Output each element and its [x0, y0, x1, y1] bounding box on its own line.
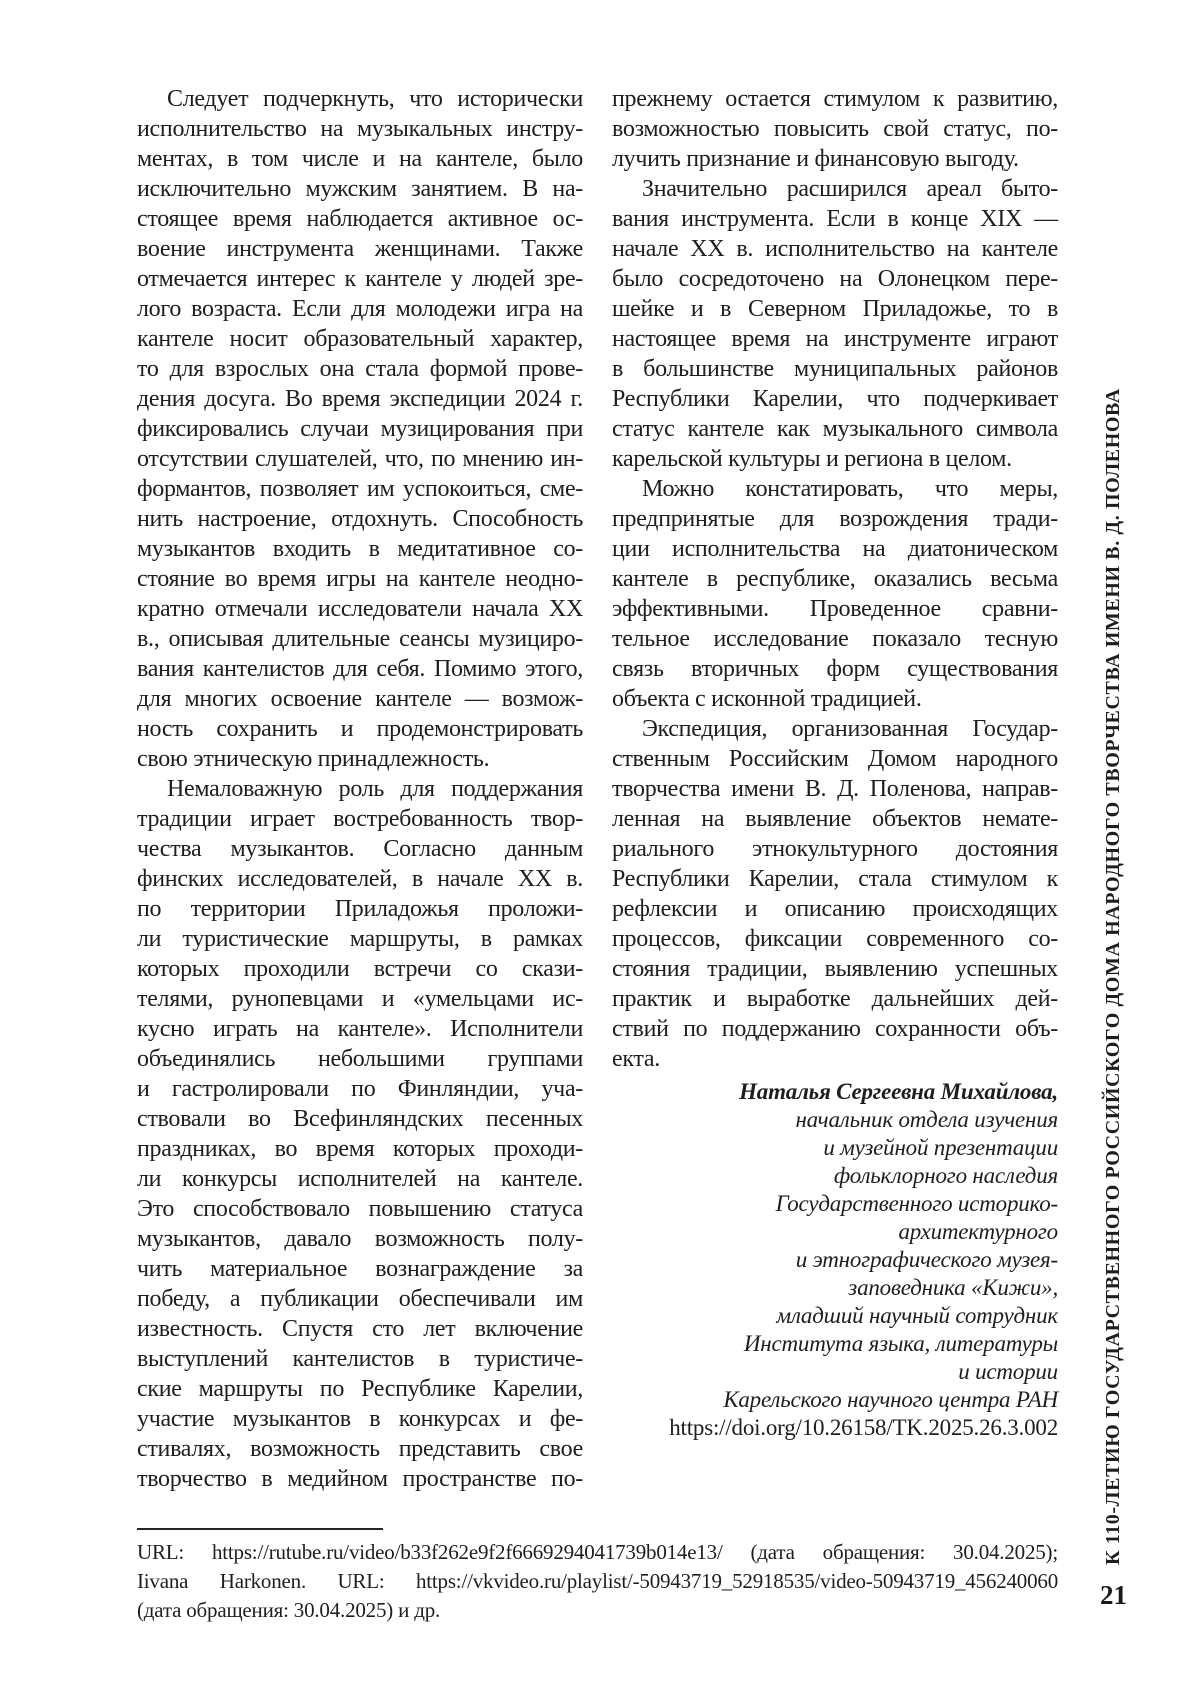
text-line: Немаловажную роль для поддержания [167, 776, 583, 802]
text-line: формантов, позволяет им успокоиться, сме- [137, 476, 583, 502]
text-line: риального этнокультурного достояния [612, 836, 1058, 862]
text-line: кантеле в республике, оказались весьма [612, 566, 1058, 592]
text-line: Iivana Harkonen. URL: https://vkvideo.ru/playlist/-50943719_52918535/video-50943719_456240060 [137, 1569, 1058, 1593]
text-line: чить материальное вознаграждение за [137, 1256, 583, 1282]
text-line: кусно играть на кантеле». Исполнители [137, 1016, 583, 1042]
text-line: начале XX в. исполнительство на кантеле [612, 236, 1058, 262]
text-line: Значительно расширился ареал быто- [642, 176, 1058, 202]
text-line: ность сохранить и продемонстрировать [137, 716, 583, 742]
page-number: 21 [1100, 1580, 1127, 1610]
text-line: было сосредоточено на Олонецком пере- [612, 266, 1058, 292]
paragraph [612, 714, 1058, 1074]
text-line: музыкантов входить в медитативное со- [137, 536, 583, 562]
text-line: Карельского научного центра РАН [723, 1387, 1058, 1412]
text-line: Экспедиция, организованная Государ- [642, 716, 1058, 742]
text-line: творчество в медийном пространстве по- [137, 1466, 583, 1492]
text-line: кратно отмечали исследователи начала XX [137, 596, 583, 622]
text-line: ленная на выявление объектов немате- [612, 806, 1058, 832]
text-line: воение инструмента женщинами. Также [137, 236, 583, 262]
text-line: кантеле носит образовательный характер, [137, 326, 583, 352]
text-line: карельской культуры и региона в целом. [612, 446, 1012, 472]
text-line: ствий по поддержанию сохранности объ- [612, 1016, 1058, 1042]
footnote-block [137, 1538, 1058, 1625]
text-line: участие музыкантов в конкурсах и фе- [137, 1406, 583, 1432]
text-line: исполнительство на музыкальных инстру- [137, 116, 583, 142]
text-line: лучить признание и финансовую выгоду. [612, 146, 1019, 172]
text-line: шейке и в Северном Приладожье, то в [612, 296, 1058, 322]
text-line: объекта с исконной традицией. [612, 686, 922, 712]
text-line: отсутствии слушателей, что, по мнению ин- [137, 446, 583, 472]
text-line: стояние во время игры на кантеле неодно- [137, 566, 583, 592]
text-line: процессов, фиксации современного со- [612, 926, 1058, 952]
text-line: и гастролировали по Финляндии, уча- [137, 1076, 583, 1102]
text-line: лого возраста. Если для молодежи игра на [137, 296, 583, 322]
text-line: которых проходили встречи со скази- [137, 956, 583, 982]
text-line: ли конкурсы исполнителей на кантеле. [137, 1166, 583, 1192]
text-line: связь вторичных форм существования [612, 656, 1058, 682]
text-line: эффективными. Проведенное сравни- [612, 596, 1058, 622]
paragraph [612, 84, 1058, 174]
text-line: (дата обращения: 30.04.2025) и др. [137, 1598, 441, 1622]
text-line: https://doi.org/10.26158/TK.2025.26.3.002 [669, 1415, 1058, 1440]
paragraph [612, 174, 1058, 474]
text-line: отмечается интерес к кантеле у людей зре- [137, 266, 583, 292]
text-line: и этнографического музея- [795, 1247, 1058, 1272]
text-line: вания инструмента. Если в конце XIX — [612, 206, 1058, 232]
text-line: чества музыкантов. Согласно данным [137, 836, 583, 862]
text-line: в большинстве муниципальных районов [612, 356, 1058, 382]
text-line: архитектурного [898, 1219, 1058, 1244]
text-line: начальник отдела изучения [795, 1107, 1058, 1132]
text-line: праздниках, во время которых проходи- [137, 1136, 583, 1162]
text-line: Республики Карелии, стала стимулом к [612, 866, 1058, 892]
text-line: ствовали во Всефинляндских песенных [137, 1106, 583, 1132]
sidebar-running-title: К 110-ЛЕТИЮ ГОСУДАРСТВЕННОГО РОССИЙСКОГО ДОМА НАРОДНОГО ТВОРЧЕСТВА ИМЕНИ В. Д. ПОЛЕНОВА [1102, 388, 1124, 1565]
text-line: творчества имени В. Д. Поленова, направ- [612, 776, 1058, 802]
text-line: возможностью повысить свой статус, по- [612, 116, 1058, 142]
text-line: объединялись небольшими группами [137, 1046, 583, 1072]
text-line: ственным Российским Домом народного [612, 746, 1058, 772]
text-line: традиции играет востребованность твор- [137, 806, 583, 832]
text-line: по территории Приладожья проложи- [137, 896, 583, 922]
text-line: практик и выработке дальнейших дей- [612, 986, 1058, 1012]
text-line: Это способствовало повышению статуса [137, 1196, 583, 1222]
text-line: известность. Спустя сто лет включение [137, 1316, 583, 1342]
text-line: и истории [958, 1359, 1058, 1384]
text-line: фиксировались случаи музицирования при [137, 416, 583, 442]
text-line: победу, а публикации обеспечивали им [137, 1286, 583, 1312]
text-line: стивалях, возможность представить свое [137, 1436, 583, 1462]
text-column-left [137, 84, 583, 1494]
author-signature-block [612, 1078, 1058, 1442]
text-line: вания кантелистов для себя. Помимо этого, [137, 656, 583, 682]
text-line: Государственного историко- [775, 1191, 1058, 1216]
text-line: статус кантеле как музыкального символа [612, 416, 1058, 442]
text-line: настоящее время на инструменте играют [612, 326, 1058, 352]
text-line: и музейной презентации [823, 1135, 1058, 1160]
text-line: прежнему остается стимулом к развитию, [612, 86, 1058, 112]
paragraph [137, 1538, 1058, 1625]
text-line: URL: https://rutube.ru/video/b33f262e9f2f6669294041739b014e13/ (дата обращения: 30.04.2025); [137, 1540, 1058, 1564]
text-line: финских исследователей, в начале XX в. [137, 866, 583, 892]
text-line: тельное исследование показало тесную [612, 626, 1058, 652]
text-line: дения досуга. Во время экспедиции 2024 г. [137, 386, 583, 412]
text-line: Можно констатировать, что меры, [642, 476, 1058, 502]
text-line: екта. [612, 1046, 660, 1072]
footnote-separator-rule [137, 1528, 383, 1530]
text-line: Наталья Сергеевна Михайлова, [739, 1079, 1058, 1104]
text-line: исключительно мужским занятием. В на- [137, 176, 583, 202]
text-line: Следует подчеркнуть, что исторически [167, 86, 583, 112]
text-line: свою этническую принадлежность. [137, 746, 490, 772]
text-line: то для взрослых она стала формой прове- [137, 356, 583, 382]
text-line: музыкантов, давало возможность полу- [137, 1226, 583, 1252]
text-line: предпринятые для возрождения тради- [612, 506, 1058, 532]
text-line: стояния традиции, выявлению успешных [612, 956, 1058, 982]
text-line: для многих освоение кантеле — возмож- [137, 686, 583, 712]
text-column-right [612, 84, 1058, 1074]
text-line: фольклорного наследия [833, 1163, 1058, 1188]
text-line: стоящее время наблюдается активное ос- [137, 206, 583, 232]
paragraph [612, 474, 1058, 714]
text-line: ли туристические маршруты, в рамках [137, 926, 583, 952]
text-line: выступлений кантелистов в туристиче- [137, 1346, 583, 1372]
text-line: телями, рунопевцами и «умельцами ис- [137, 986, 583, 1012]
text-line: в., описывая длительные сеансы музициро- [137, 626, 583, 652]
text-line: ские маршруты по Республике Карелии, [137, 1376, 583, 1402]
text-line: нить настроение, отдохнуть. Способность [137, 506, 583, 532]
text-line: Института языка, литературы [743, 1331, 1058, 1356]
text-line: рефлексии и описанию происходящих [612, 896, 1058, 922]
text-line: заповедника «Кижи», [848, 1275, 1058, 1300]
text-line: ции исполнительства на диатоническом [612, 536, 1058, 562]
paragraph [137, 84, 583, 774]
text-line: младший научный сотрудник [776, 1303, 1058, 1328]
text-line: ментах, в том числе и на кантеле, было [137, 146, 583, 172]
paragraph [137, 774, 583, 1494]
text-line: Республики Карелии, что подчеркивает [612, 386, 1058, 412]
